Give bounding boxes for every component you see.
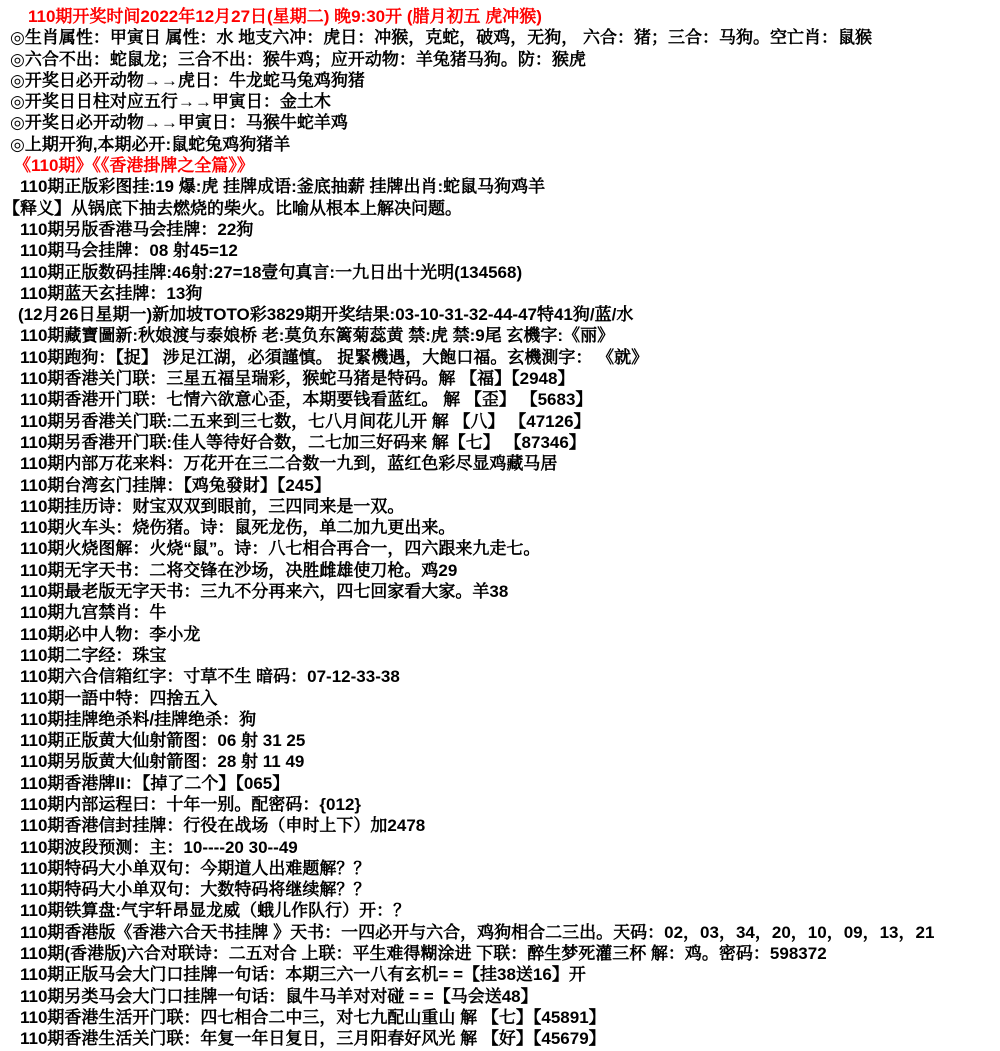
- caitu-gua: 110期正版彩图挂:19 爆:虎 挂牌成语:釜底抽薪 挂牌出肖:蛇鼠马狗鸡羊: [20, 177, 546, 197]
- erzijing: 110期二字经：珠宝: [20, 645, 167, 665]
- huoshao-tujie: 110期火烧图解：火烧“鼠”。诗：八七相合再合一，四六跟来九走七。: [20, 539, 541, 559]
- must-open-animals-jiayin: ◎开奖日必开动物→→甲寅日：马猴牛蛇羊鸡: [10, 113, 348, 133]
- zodiac-attributes: ◎生肖属性：甲寅日 属性：水 地支六冲：虎日：冲猴，克蛇，破鸡，无狗， 六合：猪；三合：马狗。空亡肖：鼠猴: [10, 28, 873, 48]
- singapore-toto-result: (12月26日星期一)新加坡TOTO彩3829期开奖结果:03-10-31-32-44-47特41狗/蓝/水: [18, 305, 634, 325]
- zhengban-huangdaxian: 110期正版黄大仙射箭图：06 射 31 25: [20, 731, 306, 751]
- linglei-mahui-gate-phrase: 110期另类马会大门口挂牌一句话：鼠牛马羊对对碰 = =【马会送48】: [20, 986, 538, 1006]
- shiyi-definition: 【释义】从锅底下抽去燃烧的柴火。比喻从根本上解决问题。: [3, 198, 462, 218]
- hk-open-couplet: 110期香港开门联：七情六欲意心歪，本期要钱看蓝红。 解 【歪】 【5683】: [20, 390, 593, 410]
- hk-pai-ii: 110期香港牌II：【掉了二个】【065】: [20, 773, 290, 793]
- bizhong-renwu: 110期必中人物：李小龙: [20, 624, 201, 644]
- liuhe-exclusions: ◎六合不出：蛇鼠龙；三合不出：猴牛鸡；应开动物：羊兔猪马狗。防：猴虎: [10, 49, 586, 69]
- neibu-wanhua-lailiao: 110期内部万花来料：万花开在三二合数一九到，蓝红色彩尽显鸡藏马居: [20, 454, 558, 474]
- wuzi-tianshu: 110期无字天书：二将交锋在沙场，决胜雌雄使刀枪。鸡29: [20, 560, 458, 580]
- hk-close-couplet: 110期香港关门联：三星五福呈瑞彩，猴蛇马猪是特码。解 【福】【2948】: [20, 369, 575, 389]
- oldest-wuzi-tianshu: 110期最老版无字天书：三九不分再来六，四七回家看大家。羊38: [20, 582, 509, 602]
- hk-shenghuo-open-couplet: 110期香港生活开门联：四七相合二中三，对七九配山重山 解 【七】【45891】: [20, 1007, 606, 1027]
- jiugong-jinxiao: 110期九宫禁肖：牛: [20, 603, 167, 623]
- tiesuanpan: 110期铁算盘:气宇轩昂显龙威（蛾儿作队行）开：？: [20, 901, 411, 921]
- tema-daxiao-line-1: 110期特码大小单双句：今期道人出难题解？？: [20, 858, 371, 878]
- tema-daxiao-line-2: 110期特码大小单双句：大数特码将继续解？？: [20, 880, 371, 900]
- subtitle-hongkong-guapai: 《110期》《《香港掛牌之全篇》》: [14, 156, 254, 176]
- header-draw-time: 110期开奖时间2022年12月27日(星期二) 晚9:30开 (腊月初五 虎冲猴): [28, 7, 542, 26]
- hk-liuhe-tianshu-guapai: 110期香港版《香港六合天书挂牌 》天书：一四必开与六合，鸡狗相合二三出。天码：02，03，34，20，10，09，13，21: [20, 922, 935, 942]
- alt-hk-open-couplet: 110期另香港开门联:佳人等待好合数，二七加三好码来 解【七】 【87346】: [20, 432, 586, 452]
- guapai-juesha: 110期挂牌绝杀料/挂牌绝杀：狗: [20, 709, 257, 729]
- mahui-guapai: 110期马会挂牌：08 射45=12: [20, 241, 238, 261]
- yiyu-zhongte: 110期一語中特：四捨五入: [20, 688, 218, 708]
- lantianxuan-guapai: 110期蓝天玄挂牌：13狗: [20, 283, 203, 303]
- hk-shenghuo-close-couplet: 110期香港生活关门联：年复一年日复日，三月阳春好风光 解 【好】【45679】: [20, 1029, 606, 1049]
- paogou: 110期跑狗：【捉】 涉足江湖，必須謹慎。 捉緊機遇，大飽口福。玄機測字： 《就》: [20, 347, 649, 367]
- last-period-note: ◎上期开狗,本期必开:鼠蛇兔鸡狗猪羊: [10, 134, 291, 154]
- alt-hk-mahui-guapai: 110期另版香港马会挂牌：22狗: [20, 219, 254, 239]
- shuma-guapai: 110期正版数码挂牌:46射:27=18壹句真言:一九日出十光明(134568): [20, 262, 523, 282]
- hk-xinfeng-guapai: 110期香港信封挂牌：行役在战场（申时上下）加2478: [20, 816, 426, 836]
- liuhe-xinxiang-hongzi: 110期六合信箱红字：寸草不生 暗码：07-12-33-38: [20, 667, 400, 687]
- neibu-yuncheng: 110期内部运程曰：十年一别。配密码：{012}: [20, 794, 362, 814]
- zhengban-mahui-gate-phrase: 110期正版马会大门口挂牌一句话：本期三六一八有玄机= =【挂38送16】开: [20, 965, 586, 985]
- lingban-huangdaxian: 110期另版黄大仙射箭图：28 射 11 49: [20, 752, 305, 772]
- huochetou: 110期火车头：烧伤猪。诗：鼠死龙伤，单二加九更出来。: [20, 518, 456, 538]
- must-open-animals-tiger-day: ◎开奖日必开动物→→虎日：牛龙蛇马兔鸡狗猪: [10, 70, 365, 90]
- taiwan-xuanmen-guapai: 110期台湾玄门挂牌：【鸡兔發財】【245】: [20, 475, 331, 495]
- five-elements-mapping: ◎开奖日日柱对应五行→→甲寅日：金土木: [10, 92, 331, 112]
- cangbaotu-new: 110期藏寶圖新:秋娘渡与泰娘桥 老:莫负东篱菊蕊黄 禁:虎 禁:9尾 玄機字:《丽》: [20, 326, 615, 346]
- boduan-yuce: 110期波段预测：主：10----20 30--49: [20, 837, 298, 857]
- hk-liuhe-duilian-poem: 110期(香港版)六合对联诗：二五对合 上联：平生难得糊涂进 下联：醉生梦死灌三杯 解：鸡。密码：598372: [20, 944, 827, 964]
- guali-poem: 110期挂历诗：财宝双双到眼前，三四同来是一双。: [20, 496, 405, 516]
- alt-hk-close-couplet: 110期另香港关门联:二五来到三七数，七八月间花儿开 解 【八】 【47126】: [20, 411, 591, 431]
